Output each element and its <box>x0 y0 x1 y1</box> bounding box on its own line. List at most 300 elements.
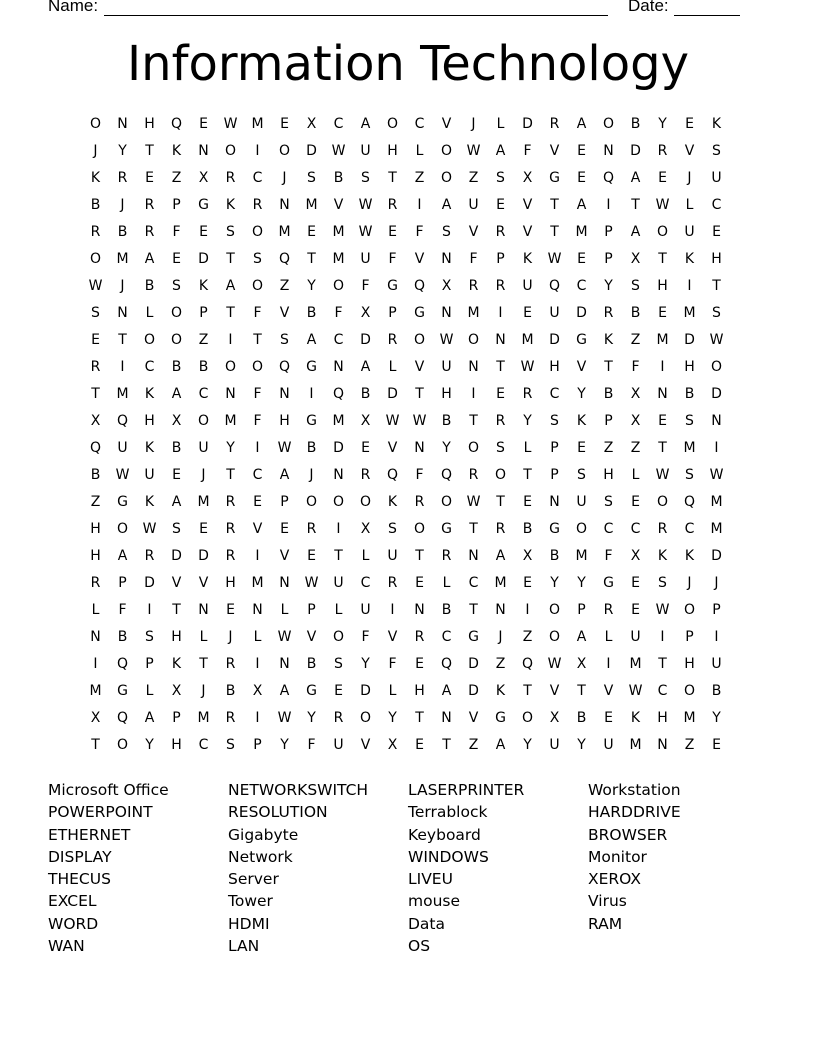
grid-letter: R <box>495 413 506 429</box>
grid-letter: C <box>441 629 452 645</box>
grid-letter: R <box>117 170 128 186</box>
grid-letter: J <box>282 170 287 186</box>
grid-letter: R <box>468 278 479 294</box>
grid-row <box>82 651 730 678</box>
grid-letter: F <box>361 629 370 645</box>
grid-letter: N <box>495 332 506 348</box>
grid-letter: O <box>548 602 561 618</box>
grid-letter: J <box>228 629 233 645</box>
grid-letter: L <box>685 197 694 213</box>
grid-letter: F <box>604 548 613 564</box>
grid-letter: V <box>468 710 479 726</box>
grid-letter: T <box>226 467 235 483</box>
grid-letter: E <box>685 116 694 132</box>
grid-letter: N <box>279 386 290 402</box>
grid-letter: R <box>441 548 452 564</box>
grid-letter: W <box>466 143 481 159</box>
grid-letter: D <box>468 683 479 699</box>
grid-letter: L <box>442 575 451 591</box>
grid-letter: X <box>630 251 641 267</box>
grid-letter: I <box>714 440 719 456</box>
grid-letter: V <box>306 629 317 645</box>
grid-letter: E <box>604 710 613 726</box>
grid-letter: Q <box>116 710 129 726</box>
grid-letter: O <box>305 494 318 510</box>
grid-letter: H <box>549 359 560 375</box>
grid-row <box>82 354 730 381</box>
word-column <box>48 779 228 957</box>
grid-letter: C <box>711 197 722 213</box>
grid-letter: A <box>441 683 452 699</box>
grid-letter: X <box>630 548 641 564</box>
grid-letter: S <box>226 224 235 240</box>
grid-letter: W <box>709 332 724 348</box>
grid-letter: D <box>522 116 533 132</box>
grid-letter: C <box>684 521 695 537</box>
grid-letter: N <box>603 143 614 159</box>
grid-letter: E <box>577 170 586 186</box>
grid-letter: A <box>576 116 587 132</box>
word-list <box>48 779 768 957</box>
grid-letter: F <box>253 413 262 429</box>
grid-letter: I <box>660 359 665 375</box>
grid-letter: I <box>255 548 260 564</box>
grid-letter: M <box>629 656 642 672</box>
grid-letter: R <box>387 332 398 348</box>
grid-letter: N <box>711 413 722 429</box>
grid-letter: N <box>279 575 290 591</box>
name-label: Name: <box>48 0 99 15</box>
grid-letter: P <box>388 305 397 321</box>
grid-letter: P <box>496 251 505 267</box>
grid-letter: N <box>117 305 128 321</box>
grid-letter: E <box>658 413 667 429</box>
grid-letter: A <box>306 332 317 348</box>
grid-letter: T <box>577 683 586 699</box>
grid-letter: O <box>359 494 372 510</box>
grid-letter: F <box>469 251 478 267</box>
grid-letter: I <box>498 305 503 321</box>
grid-letter: R <box>225 521 236 537</box>
grid-letter: C <box>549 386 560 402</box>
grid-letter: T <box>415 710 424 726</box>
grid-letter: B <box>441 413 452 429</box>
grid-letter: D <box>711 548 722 564</box>
grid-letter: S <box>712 305 721 321</box>
grid-letter: I <box>120 359 125 375</box>
grid-letter: Y <box>280 737 289 753</box>
grid-letter: E <box>496 197 505 213</box>
grid-letter: S <box>604 494 613 510</box>
grid-letter: V <box>414 359 425 375</box>
grid-row <box>82 408 730 435</box>
grid-letter: E <box>361 440 370 456</box>
grid-row <box>82 327 730 354</box>
grid-letter: W <box>439 332 454 348</box>
grid-row <box>82 516 730 543</box>
grid-letter: M <box>629 737 642 753</box>
grid-letter: G <box>306 359 317 375</box>
grid-letter: V <box>198 575 209 591</box>
grid-row <box>82 273 730 300</box>
grid-letter: E <box>415 737 424 753</box>
grid-letter: I <box>606 656 611 672</box>
grid-letter: D <box>306 143 317 159</box>
grid-letter: B <box>90 197 101 213</box>
grid-letter: B <box>603 386 614 402</box>
grid-letter: V <box>279 548 290 564</box>
grid-row <box>82 138 730 165</box>
grid-letter: D <box>549 332 560 348</box>
grid-letter: V <box>684 143 695 159</box>
grid-letter: E <box>712 737 721 753</box>
grid-letter: R <box>657 143 668 159</box>
grid-letter: K <box>144 440 155 456</box>
grid-letter: R <box>333 710 344 726</box>
grid-letter: X <box>630 386 641 402</box>
grid-letter: S <box>496 170 505 186</box>
grid-letter: N <box>333 359 344 375</box>
grid-letter: W <box>223 116 238 132</box>
grid-letter: V <box>252 521 263 537</box>
grid-letter: W <box>655 602 670 618</box>
grid-letter: R <box>225 548 236 564</box>
grid-letter: H <box>711 251 722 267</box>
grid-letter: X <box>522 548 533 564</box>
grid-letter: W <box>331 143 346 159</box>
grid-letter: M <box>278 224 291 240</box>
grid-letter: U <box>630 629 641 645</box>
grid-letter: V <box>414 251 425 267</box>
grid-letter: F <box>361 278 370 294</box>
grid-letter: H <box>144 116 155 132</box>
grid-letter: E <box>415 575 424 591</box>
grid-letter: Z <box>171 170 182 186</box>
grid-letter: R <box>306 521 317 537</box>
grid-letter: Z <box>495 656 506 672</box>
grid-letter: B <box>576 710 587 726</box>
grid-letter: J <box>201 467 206 483</box>
grid-letter: E <box>307 548 316 564</box>
grid-letter: F <box>388 656 397 672</box>
grid-letter: E <box>577 143 586 159</box>
word-item: Terrablock <box>408 803 488 822</box>
grid-letter: U <box>360 602 371 618</box>
grid-letter: G <box>306 683 317 699</box>
grid-letter: M <box>197 710 210 726</box>
word-item: WORD <box>48 914 99 933</box>
grid-letter: Z <box>90 494 101 510</box>
word-item: THECUS <box>48 870 111 889</box>
grid-letter: Y <box>712 710 721 726</box>
grid-letter: I <box>471 386 476 402</box>
word-item: Server <box>228 870 279 889</box>
grid-letter: E <box>199 521 208 537</box>
grid-letter: B <box>684 386 695 402</box>
grid-letter: R <box>225 170 236 186</box>
grid-letter: M <box>710 494 723 510</box>
grid-letter: D <box>630 143 641 159</box>
grid-letter: W <box>358 224 373 240</box>
grid-letter: W <box>115 467 130 483</box>
grid-letter: K <box>684 251 695 267</box>
grid-letter: T <box>658 656 667 672</box>
grid-letter: B <box>360 386 371 402</box>
grid-letter: W <box>88 278 103 294</box>
grid-letter: R <box>360 467 371 483</box>
page-title: Information Technology <box>127 36 689 92</box>
grid-letter: T <box>523 683 532 699</box>
grid-row <box>82 570 730 597</box>
grid-letter: S <box>442 224 451 240</box>
grid-letter: N <box>279 656 290 672</box>
word-item: Network <box>228 847 293 866</box>
grid-letter: K <box>171 143 182 159</box>
grid-letter: X <box>360 305 371 321</box>
grid-letter: K <box>144 494 155 510</box>
grid-letter: V <box>549 683 560 699</box>
grid-letter: T <box>388 170 397 186</box>
grid-letter: P <box>172 197 181 213</box>
grid-letter: W <box>304 575 319 591</box>
grid-letter: L <box>253 629 262 645</box>
grid-letter: A <box>495 737 506 753</box>
grid-letter: X <box>90 413 101 429</box>
grid-letter: O <box>656 224 669 240</box>
grid-letter: A <box>360 359 371 375</box>
grid-letter: G <box>549 170 560 186</box>
grid-letter: O <box>224 359 237 375</box>
grid-row <box>82 192 730 219</box>
grid-letter: W <box>655 197 670 213</box>
grid-letter: G <box>117 494 128 510</box>
grid-letter: V <box>360 737 371 753</box>
grid-letter: H <box>414 683 425 699</box>
grid-letter: O <box>251 224 264 240</box>
grid-letter: J <box>201 683 206 699</box>
grid-letter: I <box>93 656 98 672</box>
grid-letter: K <box>657 548 668 564</box>
grid-letter: M <box>224 413 237 429</box>
grid-letter: K <box>603 332 614 348</box>
grid-letter: S <box>631 278 640 294</box>
grid-letter: C <box>360 575 371 591</box>
grid-letter: U <box>117 440 128 456</box>
grid-letter: N <box>90 629 101 645</box>
grid-letter: O <box>494 467 507 483</box>
grid-letter: P <box>307 602 316 618</box>
grid-letter: Y <box>442 440 451 456</box>
grid-letter: X <box>441 278 452 294</box>
grid-letter: Q <box>278 251 291 267</box>
grid-letter: G <box>441 521 452 537</box>
grid-letter: H <box>144 413 155 429</box>
grid-letter: Z <box>684 737 695 753</box>
grid-letter: R <box>225 656 236 672</box>
grid-letter: R <box>495 224 506 240</box>
grid-letter: Z <box>279 278 290 294</box>
grid-letter: H <box>90 521 101 537</box>
word-item: LAN <box>228 937 260 956</box>
grid-letter: Y <box>577 737 586 753</box>
grid-letter: M <box>116 251 129 267</box>
word-item: NETWORKSWITCH <box>228 781 369 799</box>
grid-letter: M <box>332 251 345 267</box>
word-item: RAM <box>588 914 623 933</box>
grid-letter: V <box>279 305 290 321</box>
grid-letter: Y <box>523 737 532 753</box>
grid-letter: H <box>387 143 398 159</box>
grid-letter: V <box>387 440 398 456</box>
grid-letter: T <box>199 656 208 672</box>
grid-letter: F <box>388 251 397 267</box>
grid-letter: S <box>361 170 370 186</box>
grid-letter: M <box>656 332 669 348</box>
grid-letter: Z <box>603 440 614 456</box>
grid-letter: A <box>117 548 128 564</box>
grid-letter: A <box>144 251 155 267</box>
grid-letter: W <box>547 251 562 267</box>
grid-letter: V <box>468 224 479 240</box>
grid-letter: I <box>660 629 665 645</box>
grid-letter: S <box>550 413 559 429</box>
letter-grid <box>82 111 730 759</box>
grid-letter: W <box>277 440 292 456</box>
grid-letter: N <box>468 548 479 564</box>
grid-letter: R <box>549 116 560 132</box>
grid-letter: N <box>495 602 506 618</box>
grid-letter: R <box>225 494 236 510</box>
grid-letter: I <box>255 440 260 456</box>
grid-letter: G <box>576 332 587 348</box>
word-item: Workstation <box>588 781 681 799</box>
grid-letter: R <box>495 278 506 294</box>
grid-letter: B <box>225 683 236 699</box>
grid-letter: K <box>630 710 641 726</box>
grid-letter: Y <box>145 737 154 753</box>
grid-letter: M <box>575 224 588 240</box>
grid-letter: B <box>711 683 722 699</box>
grid-letter: R <box>522 386 533 402</box>
grid-row <box>82 381 730 408</box>
grid-letter: T <box>253 332 262 348</box>
grid-letter: L <box>496 116 505 132</box>
grid-letter: X <box>360 413 371 429</box>
grid-row <box>82 300 730 327</box>
grid-letter: T <box>658 251 667 267</box>
grid-letter: E <box>712 224 721 240</box>
grid-letter: O <box>413 521 426 537</box>
grid-letter: P <box>199 305 208 321</box>
grid-letter: H <box>279 413 290 429</box>
grid-letter: Q <box>89 440 102 456</box>
word-item: OS <box>408 937 431 956</box>
worksheet-header <box>0 0 816 20</box>
grid-letter: T <box>496 359 505 375</box>
grid-letter: S <box>226 737 235 753</box>
grid-letter: R <box>387 575 398 591</box>
word-column <box>588 779 768 957</box>
grid-letter: U <box>468 197 479 213</box>
grid-letter: G <box>198 197 209 213</box>
grid-letter: S <box>172 521 181 537</box>
grid-letter: O <box>440 143 453 159</box>
grid-letter: Z <box>630 440 641 456</box>
grid-letter: R <box>603 602 614 618</box>
grid-letter: Z <box>468 170 479 186</box>
grid-letter: P <box>550 467 559 483</box>
grid-letter: J <box>120 197 125 213</box>
grid-letter: D <box>387 386 398 402</box>
grid-letter: E <box>631 575 640 591</box>
grid-letter: C <box>468 575 479 591</box>
grid-letter: T <box>604 359 613 375</box>
word-item: WAN <box>48 937 85 956</box>
grid-letter: O <box>332 629 345 645</box>
word-item: HARDDRIVE <box>588 803 681 822</box>
grid-letter: H <box>684 656 695 672</box>
grid-letter: M <box>710 521 723 537</box>
grid-letter: G <box>549 521 560 537</box>
grid-letter: N <box>117 116 128 132</box>
grid-letter: I <box>336 521 341 537</box>
grid-letter: U <box>711 170 722 186</box>
grid-row <box>82 597 730 624</box>
grid-letter: D <box>198 251 209 267</box>
grid-letter: E <box>307 224 316 240</box>
grid-letter: I <box>309 386 314 402</box>
grid-letter: F <box>334 305 343 321</box>
grid-letter: C <box>333 116 344 132</box>
grid-letter: T <box>91 737 100 753</box>
grid-letter: W <box>385 413 400 429</box>
grid-letter: J <box>498 629 503 645</box>
grid-letter: V <box>522 197 533 213</box>
grid-letter: I <box>228 332 233 348</box>
grid-letter: Q <box>683 494 696 510</box>
grid-letter: W <box>412 413 427 429</box>
grid-letter: U <box>360 143 371 159</box>
grid-letter: R <box>468 467 479 483</box>
word-item: Microsoft Office <box>48 781 169 799</box>
grid-row <box>82 489 730 516</box>
grid-letter: M <box>683 440 696 456</box>
grid-letter: O <box>116 737 129 753</box>
grid-letter: Q <box>521 656 534 672</box>
word-column <box>408 779 588 957</box>
grid-letter: Q <box>440 467 453 483</box>
grid-letter: Q <box>440 656 453 672</box>
word-item: LASERPRINTER <box>408 781 525 799</box>
grid-letter: U <box>441 359 452 375</box>
grid-letter: N <box>657 737 668 753</box>
grid-letter: B <box>171 440 182 456</box>
grid-letter: A <box>171 494 182 510</box>
grid-letter: O <box>143 332 156 348</box>
grid-letter: P <box>604 251 613 267</box>
grid-letter: F <box>253 305 262 321</box>
grid-letter: B <box>333 170 344 186</box>
grid-letter: T <box>523 467 532 483</box>
grid-letter: T <box>469 602 478 618</box>
grid-letter: T <box>631 197 640 213</box>
grid-letter: M <box>332 413 345 429</box>
word-item: HDMI <box>228 914 270 933</box>
grid-letter: Y <box>226 440 235 456</box>
grid-letter: S <box>388 521 397 537</box>
grid-letter: C <box>603 521 614 537</box>
grid-letter: K <box>171 656 182 672</box>
